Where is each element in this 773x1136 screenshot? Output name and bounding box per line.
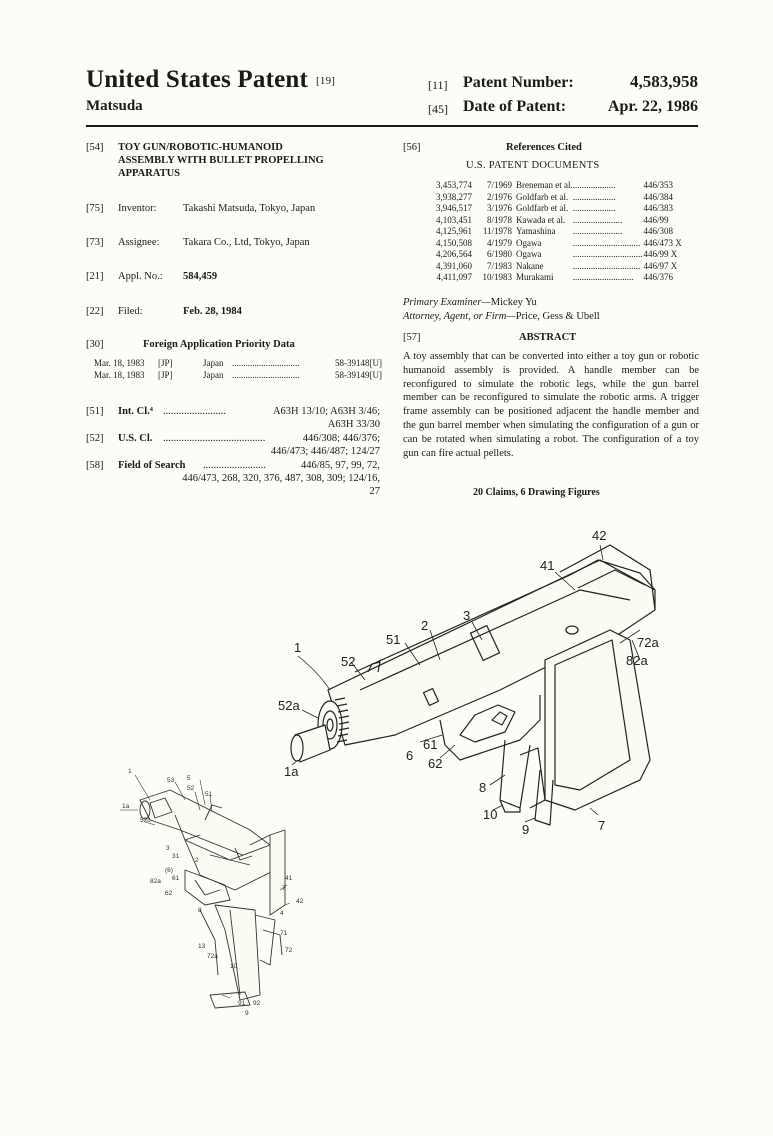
priority-dots: .............................. — [232, 370, 300, 380]
invention-title-line: APPARATUS — [118, 168, 181, 179]
field-code: [58] — [86, 460, 104, 471]
ref-6: 6 — [406, 748, 414, 763]
appl-value: 584,459 — [183, 271, 218, 282]
inventor-surname: Matsuda — [86, 98, 143, 114]
small-drawing-label: 10 — [230, 963, 238, 970]
priority-date: Mar. 18, 1983 — [94, 370, 145, 380]
small-drawing-label: 31 — [172, 853, 180, 860]
priority-heading: Foreign Application Priority Data — [143, 339, 295, 350]
ref-dots: ................... — [572, 180, 616, 190]
ref-number: 4,206,564 — [436, 249, 472, 259]
small-drawing-label: 71 — [280, 930, 288, 937]
small-drawing-label: 8 — [198, 907, 202, 914]
ref-class: 446/99 — [643, 214, 669, 225]
ref-number: 3,453,774 — [436, 180, 472, 190]
intcl-label: Int. Cl.⁴ — [118, 406, 153, 417]
ref-dots: ................... — [572, 203, 616, 213]
small-drawing-label: 72 — [285, 947, 293, 954]
assignee-code: [73] — [86, 237, 104, 248]
priority-country: Japan — [203, 370, 224, 380]
small-drawing-label: 82a — [150, 878, 161, 885]
field-value-1: 446/85, 97, 99, 72, — [300, 460, 380, 471]
intcl-value-1: A63H 13/10; A63H 3/46; — [272, 406, 380, 417]
priority-date: Mar. 18, 1983 — [94, 358, 145, 368]
ref-name: Ogawa — [516, 249, 542, 259]
patent-title-text: United States Patent — [86, 66, 309, 93]
priority-cc: [JP] — [158, 358, 173, 368]
ref-class: 446/97 X — [643, 260, 678, 271]
ref-dots: ................... — [572, 191, 616, 202]
ref-52a: 52a — [278, 698, 300, 713]
ref-1: 1 — [294, 640, 302, 655]
small-drawing-label: 3 — [166, 845, 170, 852]
ref-2: 2 — [421, 618, 429, 633]
invention-title-line: TOY GUN/ROBOTIC-HUMANOID — [118, 142, 283, 153]
examiner-label: Primary Examiner— — [403, 297, 491, 308]
ref-41: 41 — [540, 558, 555, 573]
title-code-54: [54] — [86, 142, 104, 153]
uscl-value-1: 446/308; 446/376; — [302, 433, 380, 444]
ref-number: 3,938,277 — [436, 191, 472, 202]
date-of-patent: Apr. 22, 1986 — [607, 98, 698, 115]
small-drawing-label: 91 — [238, 1000, 246, 1007]
abstract-code: [57] — [403, 332, 421, 343]
invention-title-line: ASSEMBLY WITH BULLET PROPELLING — [118, 155, 324, 166]
small-drawing-label: 42 — [296, 898, 304, 905]
field-label: Field of Search — [118, 460, 186, 471]
ref-class: 446/383 — [643, 203, 673, 213]
patent-number: 4,583,958 — [630, 72, 698, 91]
ref-10: 10 — [483, 807, 498, 822]
small-drawing-label: 62 — [165, 890, 173, 897]
patent-number-label: Patent Number: — [463, 74, 574, 91]
uscl-value-2: 446/473; 446/487; 124/27 — [270, 446, 380, 457]
ref-72a: 72a — [637, 635, 659, 650]
intcl-code: [51] — [86, 406, 104, 417]
refs-heading: References Cited — [506, 142, 582, 153]
ref-number: 4,391,060 — [436, 260, 472, 271]
small-drawing-label: 13 — [198, 943, 206, 950]
filed-value: Feb. 28, 1984 — [183, 306, 242, 317]
small-drawing-label: 52 — [187, 785, 195, 792]
small-drawing-label: (6) — [165, 867, 173, 874]
small-drawing-label: 53 — [167, 777, 175, 784]
ref-name: Breneman et al. — [516, 180, 573, 190]
uscl-code: [52] — [86, 433, 104, 444]
claims-line: 20 Claims, 6 Drawing Figures — [473, 487, 600, 498]
ref-name: Goldfarb et al. — [516, 203, 569, 213]
ref-name: Nakane — [516, 260, 544, 271]
priority-number: 58-39148[U] — [335, 358, 382, 368]
date-label: Date of Patent: — [463, 98, 567, 115]
field-dots: ........................ — [203, 460, 266, 471]
ref-number: 4,150,508 — [436, 237, 472, 248]
small-drawing-label: 41 — [285, 875, 293, 882]
attorney-label: Attorney, Agent, or Firm— — [403, 311, 516, 322]
ref-number: 3,946,517 — [436, 203, 472, 213]
ref-date: 11/1978 — [482, 226, 512, 236]
ref-dots: .............................. — [572, 260, 641, 271]
examiner-value: Mickey Yu — [490, 297, 537, 308]
small-drawing-label: 72a — [207, 953, 218, 960]
ref-name: Yamashina — [516, 226, 556, 236]
ref-62: 62 — [428, 756, 443, 771]
ref-dots: ........................... — [572, 272, 634, 282]
field-value-3: 27 — [369, 486, 380, 497]
ref-9: 9 — [522, 822, 530, 837]
inventor-label: Inventor: — [118, 203, 157, 214]
small-drawing-label: 4 — [280, 910, 284, 917]
abstract-text: A toy assembly that can be converted into either a toy gun or robotic humanoid assembly is provided. A handle member can be reconfigured to simulate the robotic legs, while the gun barrel member can be reconfigured to simulate the robotic arms. A trigger frame assembly can be positioned adjacent the handle member and the gun barrel member when simulating the configuration of a gun or can be rotated when simulating a robot. The configuration of a toy gun can fire actual pellets. — [403, 351, 699, 459]
ref-name: Murakami — [516, 272, 554, 282]
ref-date: 2/1976 — [486, 191, 512, 202]
ref-number: 4,411,097 — [436, 272, 472, 282]
ref-52: 52 — [341, 654, 356, 669]
priority-dots: .............................. — [232, 358, 300, 368]
ref-date: 3/1976 — [486, 203, 512, 213]
ref-51: 51 — [386, 632, 401, 647]
ref-number: 4,125,961 — [436, 226, 472, 236]
small-drawing-label: 1a — [122, 803, 130, 810]
priority-cc: [JP] — [158, 370, 173, 380]
small-drawing-label: 7 — [282, 885, 286, 892]
ref-dots: .............................. — [572, 237, 641, 248]
ref-date: 7/1983 — [486, 260, 512, 271]
intcl-dots: ........................ — [163, 406, 226, 417]
ref-7: 7 — [598, 818, 606, 833]
ref-82a: 82a — [626, 653, 648, 668]
appl-code: [21] — [86, 271, 104, 282]
ref-class: 446/384 — [643, 191, 673, 202]
ref-class: 446/376 — [643, 272, 673, 282]
small-drawing-label: 51 — [205, 791, 213, 798]
ref-3: 3 — [463, 608, 471, 623]
small-drawing-label: 92 — [253, 1000, 261, 1007]
inventor-value: Takashi Matsuda, Tokyo, Japan — [183, 203, 316, 214]
ref-date: 7/1969 — [486, 180, 512, 190]
ref-61: 61 — [423, 737, 438, 752]
ref-date: 4/1979 — [486, 237, 512, 248]
small-drawing-label: 1 — [128, 768, 132, 775]
small-drawing-label: 2 — [195, 857, 199, 864]
ref-dots: ...................... — [572, 214, 623, 225]
ref-dots: ...................... — [572, 226, 623, 236]
ref-name: Kawada et al. — [516, 214, 566, 225]
small-drawing-label: 61 — [172, 875, 180, 882]
ref-class: 446/99 X — [643, 249, 678, 259]
ref-class: 446/308 — [643, 226, 673, 236]
title-code: [19] — [316, 75, 336, 88]
small-drawing-label: 9 — [245, 1010, 249, 1017]
ref-date: 6/1980 — [486, 249, 512, 259]
ref-dots: ............................... — [572, 249, 643, 259]
filed-code: [22] — [86, 306, 104, 317]
field-value-2: 446/473, 268, 320, 376, 487, 308, 309; 124/16, — [182, 473, 380, 484]
ref-class: 446/473 X — [643, 237, 682, 248]
ref-date: 8/1978 — [486, 214, 512, 225]
uscl-dots: ....................................... — [163, 433, 266, 444]
priority-code: [30] — [86, 339, 104, 350]
filed-label: Filed: — [118, 306, 143, 317]
assignee-label: Assignee: — [118, 237, 160, 248]
refs-subheading: U.S. PATENT DOCUMENTS — [466, 160, 600, 171]
ref-number: 4,103,451 — [436, 214, 472, 225]
uscl-label: U.S. Cl. — [118, 433, 153, 444]
ref-name: Goldfarb et al. — [516, 191, 569, 202]
inventor-code: [75] — [86, 203, 104, 214]
refs-code: [56] — [403, 142, 421, 153]
ref-class: 446/353 — [643, 180, 673, 190]
date-code: [45] — [428, 102, 448, 116]
ref-date: 10/1983 — [482, 272, 512, 282]
ref-1a: 1a — [284, 764, 299, 779]
ref-name: Ogawa — [516, 237, 542, 248]
small-drawing-label: 52c — [140, 817, 151, 824]
ref-8: 8 — [479, 780, 487, 795]
patent-number-code: [11] — [428, 78, 448, 92]
intcl-value-2: A63H 33/30 — [327, 419, 380, 430]
attorney-value: Price, Gess & Ubell — [515, 311, 600, 322]
ref-42: 42 — [592, 528, 607, 543]
appl-label: Appl. No.: — [118, 271, 163, 282]
priority-country: Japan — [203, 358, 224, 368]
assignee-value: Takara Co., Ltd, Tokyo, Japan — [183, 237, 310, 248]
small-drawing-label: 5 — [187, 775, 191, 782]
abstract-heading: ABSTRACT — [519, 332, 577, 343]
priority-number: 58-39149[U] — [335, 370, 382, 380]
